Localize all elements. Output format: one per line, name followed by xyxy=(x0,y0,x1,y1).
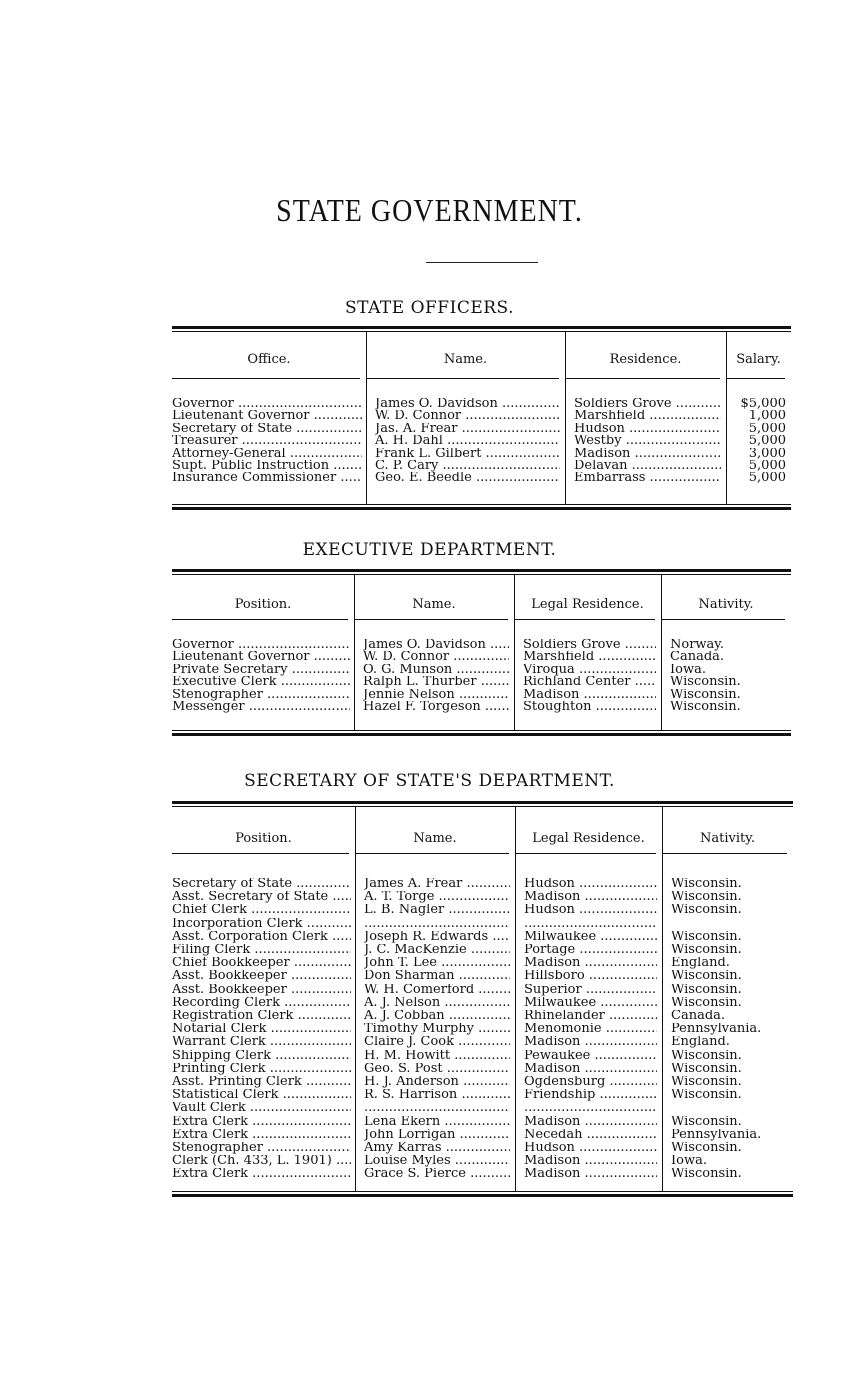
table-cell: O. G. Munson ..... xyxy=(363,664,509,677)
column-divider xyxy=(662,861,663,1191)
table-bottom-rule xyxy=(172,1191,793,1197)
table-cell: Stenographer ..... xyxy=(172,689,350,702)
table-cell: Chief Bookkeeper ..... xyxy=(172,957,351,970)
table-cell xyxy=(364,918,510,931)
table-cell: Wisconsin. xyxy=(671,970,742,983)
table-cell: Extra Clerk ..... xyxy=(172,1168,351,1181)
table-cell: Embarrass ..... xyxy=(574,472,721,485)
table-cell: W. D. Connor ..... xyxy=(363,651,509,664)
column-divider xyxy=(355,861,356,1191)
table-cell: Wisconsin. xyxy=(671,1089,742,1102)
column-header: Residence. xyxy=(609,352,682,367)
column-divider xyxy=(565,332,566,386)
table-cell: Pennsylvania. xyxy=(671,1128,762,1142)
header-underline xyxy=(515,853,656,854)
table-cell: H. J. Anderson ..... xyxy=(364,1076,510,1089)
table-cell: Amy Karras ..... xyxy=(364,1142,510,1155)
secretary-of-state-table xyxy=(172,801,793,1197)
table-cell: W. H. Comerford ..... xyxy=(364,984,510,997)
table-cell: Warrant Clerk ..... xyxy=(172,1036,351,1049)
table-header xyxy=(172,575,791,627)
table-cell: Madison ..... xyxy=(524,891,657,904)
table-cell: James O. Davidson ..... xyxy=(375,398,560,411)
table-cell: W. D. Connor ..... xyxy=(375,410,560,423)
header-underline xyxy=(355,853,509,854)
table-cell: Wisconsin. xyxy=(671,996,742,1010)
table-cell: Private Secretary ..... xyxy=(172,664,350,677)
table-cell: C. P. Cary ..... xyxy=(375,460,560,473)
table-cell: Asst. Bookkeeper ..... xyxy=(172,970,351,983)
table-cell: Asst. Secretary of State ..... xyxy=(172,891,351,904)
executive-department-table xyxy=(172,569,791,736)
table-cell: Hillsboro ..... xyxy=(524,970,657,983)
table-cell: 5,000 xyxy=(748,472,786,485)
table-cell: Necedah ..... xyxy=(524,1129,657,1142)
table-cell: Timothy Murphy ..... xyxy=(364,1023,510,1036)
column-header: Name. xyxy=(412,597,456,612)
table-cell: Rhinelander ..... xyxy=(524,1010,657,1023)
table-cell: John Lorrigan ..... xyxy=(364,1129,510,1142)
table-cell: Lieutenant Governor ..... xyxy=(172,410,362,423)
header-underline xyxy=(366,378,559,379)
column-header: Nativity. xyxy=(700,831,755,846)
table-cell: Messenger ..... xyxy=(172,701,350,714)
table-cell: Shipping Clerk ..... xyxy=(172,1050,351,1063)
table-cell: Norway. xyxy=(670,639,725,652)
column-divider xyxy=(366,386,367,504)
table-cell: Richland Center ..... xyxy=(523,676,656,689)
table-cell: Grace S. Pierce ..... xyxy=(364,1168,510,1181)
table-cell: Ralph L. Thurber ..... xyxy=(363,676,509,689)
table-cell: Asst. Bookkeeper ..... xyxy=(172,984,351,997)
header-underline xyxy=(354,619,508,620)
table-cell: Hudson ..... xyxy=(524,1142,657,1155)
column-header: Legal Residence. xyxy=(532,831,645,846)
column-header: Position. xyxy=(235,831,292,846)
table-cell: Viroqua ..... xyxy=(523,664,656,677)
column-header: Office. xyxy=(247,352,291,367)
table-cell: Wisconsin. xyxy=(671,1049,742,1063)
header-underline xyxy=(514,619,655,620)
table-cell: Milwaukee ..... xyxy=(524,931,657,944)
table-cell: Lena Ekern ..... xyxy=(364,1116,510,1129)
table-cell: Louise Myles ..... xyxy=(364,1155,510,1168)
table-cell xyxy=(364,1102,510,1115)
table-cell: Jennie Nelson ..... xyxy=(363,689,509,702)
table-cell: Hudson ..... xyxy=(524,904,657,917)
table-cell: Soldiers Grove ..... xyxy=(523,639,656,652)
header-underline xyxy=(172,378,360,379)
table-cell: Clerk (Ch. 433, L. 1901) ..... xyxy=(172,1155,351,1168)
header-underline xyxy=(726,378,785,379)
table-cell: Insurance Commissioner ..... xyxy=(172,472,362,485)
column-divider xyxy=(565,386,566,504)
table-cell: Wisconsin. xyxy=(671,1142,742,1155)
table-cell: Wisconsin. xyxy=(671,1076,742,1089)
table-cell: Asst. Printing Clerk ..... xyxy=(172,1076,351,1089)
table-cell: Wisconsin. xyxy=(671,1115,742,1129)
table-cell: Wisconsin. xyxy=(671,904,742,917)
table-cell: Incorporation Clerk ..... xyxy=(172,918,351,931)
column-divider xyxy=(355,807,356,861)
column-divider xyxy=(661,575,662,627)
header-underline xyxy=(662,853,787,854)
table-cell: Wisconsin. xyxy=(671,944,742,957)
column-divider xyxy=(354,575,355,627)
table-cell: 5,000 xyxy=(748,422,786,436)
table-cell: A. T. Torge ..... xyxy=(364,891,510,904)
table-cell: A. H. Dahl ..... xyxy=(375,435,560,448)
column-header: Name. xyxy=(413,831,457,846)
column-header: Position. xyxy=(234,597,292,612)
table-cell: Executive Clerk ..... xyxy=(172,676,350,689)
table-cell: Pennsylvania. xyxy=(671,1023,762,1036)
table-cell: Madison ..... xyxy=(524,1168,657,1181)
table-body xyxy=(172,627,791,730)
column-divider xyxy=(515,861,516,1191)
table-cell: Lieutenant Governor ..... xyxy=(172,651,350,664)
column-header: Legal Residence. xyxy=(531,597,644,612)
table-cell: Don Sharman ..... xyxy=(364,970,510,983)
table-cell: Menomonie ..... xyxy=(524,1023,657,1036)
table-cell: James O. Davidson ..... xyxy=(363,639,509,652)
state-officers-table xyxy=(172,326,791,510)
table-cell: Milwaukee ..... xyxy=(524,997,657,1010)
table-cell: Madison ..... xyxy=(524,1063,657,1076)
header-underline xyxy=(565,378,720,379)
table-cell: Stoughton ..... xyxy=(523,701,656,714)
header-underline xyxy=(661,619,785,620)
table-cell: 5,000 xyxy=(748,460,786,473)
table-cell: Hudson ..... xyxy=(574,423,721,436)
table-cell: Filing Clerk ..... xyxy=(172,944,351,957)
table-cell: 3,000 xyxy=(748,447,786,461)
column-divider xyxy=(661,627,662,730)
table-cell: Governor ..... xyxy=(172,639,350,652)
table-cell: Madison ..... xyxy=(524,1036,657,1049)
column-divider xyxy=(514,627,515,730)
table-cell: Geo. S. Post ..... xyxy=(364,1063,510,1076)
table-cell: Ogdensburg ..... xyxy=(524,1076,657,1089)
table-cell: Hudson ..... xyxy=(524,878,657,891)
table-cell: Supt. Public Instruction ..... xyxy=(172,460,362,473)
table-cell: England. xyxy=(671,1036,730,1049)
table-cell: R. S. Harrison ..... xyxy=(364,1089,510,1102)
column-divider xyxy=(726,386,727,504)
table-cell: Statistical Clerk ..... xyxy=(172,1089,351,1102)
table-cell: Asst. Corporation Clerk ..... xyxy=(172,931,351,944)
header-underline xyxy=(172,853,349,854)
table-cell: Geo. E. Beedle ..... xyxy=(375,472,560,485)
header-underline xyxy=(172,619,348,620)
table-cell: Iowa. xyxy=(670,663,706,677)
table-bottom-rule xyxy=(172,504,791,510)
table-cell: Canada. xyxy=(671,1010,726,1023)
table-cell: Attorney-General ..... xyxy=(172,448,362,461)
title-rule xyxy=(426,262,538,263)
table-cell: Secretary of State ..... xyxy=(172,878,351,891)
table-cell: Superior ..... xyxy=(524,984,657,997)
table-cell: Westby ..... xyxy=(574,435,721,448)
table-cell: Canada. xyxy=(670,651,725,664)
column-header: Name. xyxy=(443,352,488,367)
page-title: STATE GOVERNMENT. xyxy=(276,193,583,230)
table-cell: Secretary of State ..... xyxy=(172,423,362,436)
table-header xyxy=(172,332,791,386)
table-cell: Vault Clerk ..... xyxy=(172,1102,351,1115)
table-body xyxy=(172,861,793,1191)
table-cell: Friendship ..... xyxy=(524,1089,657,1102)
table-cell: Recording Clerk ..... xyxy=(172,997,351,1010)
table-body xyxy=(172,386,791,504)
column-divider xyxy=(366,332,367,386)
table-cell: Jas. A. Frear ..... xyxy=(375,423,560,436)
table-cell: Pewaukee ..... xyxy=(524,1050,657,1063)
table-cell: Madison ..... xyxy=(524,1155,657,1168)
table-cell: Printing Clerk ..... xyxy=(172,1063,351,1076)
table-cell: 1,000 xyxy=(748,410,786,423)
table-cell: Madison ..... xyxy=(574,448,721,461)
executive-department-title: EXECUTIVE DEPARTMENT. xyxy=(302,540,557,560)
table-cell: Governor ..... xyxy=(172,398,362,411)
table-cell: Frank L. Gilbert ..... xyxy=(375,448,560,461)
table-cell: Soldiers Grove ..... xyxy=(574,398,721,411)
table-cell: Chief Clerk ..... xyxy=(172,904,351,917)
table-cell: A. J. Nelson ..... xyxy=(364,997,510,1010)
column-divider xyxy=(662,807,663,861)
table-cell: Wisconsin. xyxy=(670,676,741,689)
table-cell: Hazel F. Torgeson ..... xyxy=(363,701,509,714)
table-cell: Wisconsin. xyxy=(671,878,742,891)
table-cell: Extra Clerk ..... xyxy=(172,1116,351,1129)
table-cell: H. M. Howitt ..... xyxy=(364,1050,510,1063)
table-cell xyxy=(524,918,657,931)
table-cell: Registration Clerk ..... xyxy=(172,1010,351,1023)
column-divider xyxy=(515,807,516,861)
table-cell: L. B. Nagler ..... xyxy=(364,904,510,917)
table-cell: England. xyxy=(671,957,730,970)
column-divider xyxy=(354,627,355,730)
table-cell: $5,000 xyxy=(740,398,786,411)
table-cell: Joseph R. Edwards ..... xyxy=(364,931,510,944)
table-cell: Marshfield ..... xyxy=(523,651,656,664)
table-cell: A. J. Cobban ..... xyxy=(364,1010,510,1023)
secretary-of-state-title: SECRETARY OF STATE'S DEPARTMENT. xyxy=(244,771,615,791)
table-cell: Stenographer ..... xyxy=(172,1142,351,1155)
table-cell: Wisconsin. xyxy=(671,1168,742,1181)
table-cell: Wisconsin. xyxy=(671,891,742,904)
state-officers-title: STATE OFFICERS. xyxy=(345,298,514,318)
table-cell: Notarial Clerk ..... xyxy=(172,1023,351,1036)
table-header xyxy=(172,807,793,861)
table-cell: Delavan ..... xyxy=(574,460,721,473)
table-cell: Treasurer ..... xyxy=(172,435,362,448)
table-cell: Wisconsin. xyxy=(671,983,742,997)
table-cell: Wisconsin. xyxy=(671,930,742,944)
table-cell: Madison ..... xyxy=(524,1116,657,1129)
table-bottom-rule xyxy=(172,730,791,736)
table-cell xyxy=(524,1102,657,1115)
column-divider xyxy=(726,332,727,386)
table-cell: James A. Frear ..... xyxy=(364,878,510,891)
table-cell: Madison ..... xyxy=(523,689,656,702)
table-cell: 5,000 xyxy=(748,435,786,448)
table-cell: Madison ..... xyxy=(524,957,657,970)
table-cell: Claire J. Cook ..... xyxy=(364,1036,510,1049)
table-cell: Extra Clerk ..... xyxy=(172,1129,351,1142)
table-cell: Portage ..... xyxy=(524,944,657,957)
table-cell: J. C. MacKenzie ..... xyxy=(364,944,510,957)
column-header: Nativity. xyxy=(698,597,754,612)
table-cell: Wisconsin. xyxy=(671,1062,742,1076)
column-header: Salary. xyxy=(736,352,781,367)
table-cell: Wisconsin. xyxy=(670,701,741,714)
column-divider xyxy=(514,575,515,627)
table-cell: Marshfield ..... xyxy=(574,410,721,423)
table-cell: Iowa. xyxy=(671,1155,707,1168)
table-cell: Wisconsin. xyxy=(670,688,741,702)
table-cell: John T. Lee ..... xyxy=(364,957,510,970)
